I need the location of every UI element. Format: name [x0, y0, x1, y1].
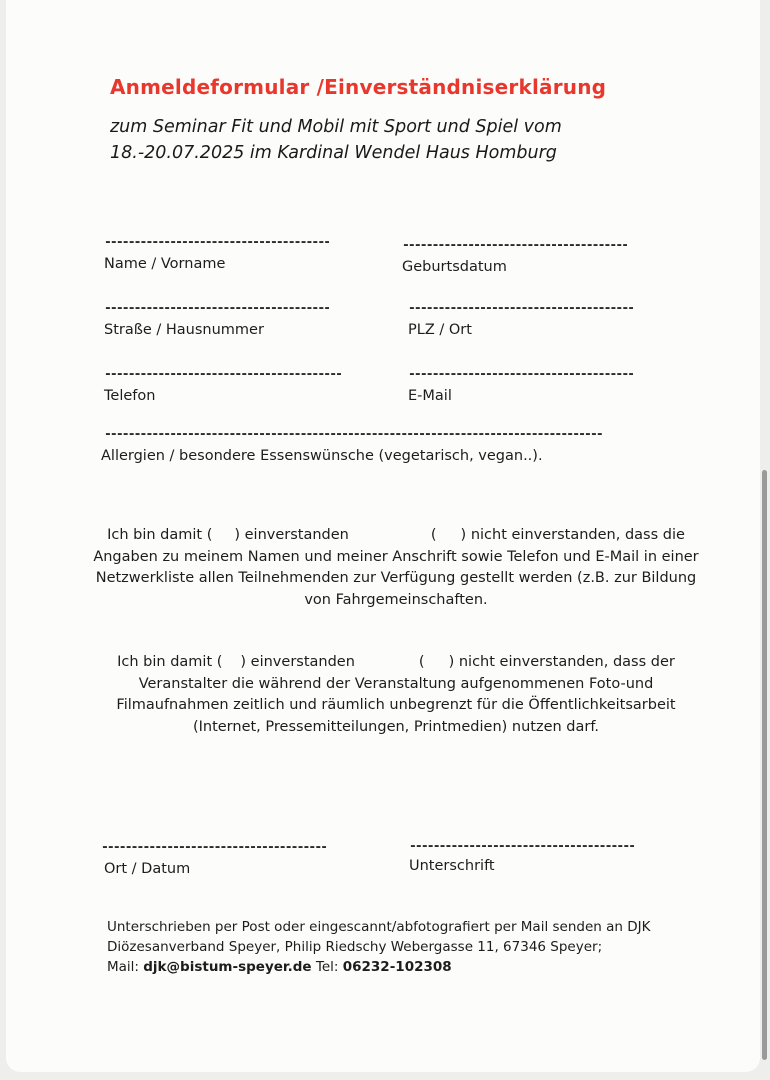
consent-2-agree-label: ) einverstanden	[240, 654, 355, 670]
footer-phone: 06232-102308	[342, 959, 452, 975]
vertical-scrollbar[interactable]	[762, 470, 767, 1060]
street-label: Straße / Hausnummer	[104, 322, 264, 338]
consent-2-body: Veranstalter die während der Veranstaltung aufgenommenen Foto-und Filmaufnahmen zeitlich und räumlich unbegrenzt für die Öffentlichkeitsarbeit (Internet, Pressemitteilungen, Printmedien) nutzen darf.	[116, 675, 676, 735]
birthdate-field[interactable]	[402, 241, 627, 275]
signature-line: --------------------------------------	[409, 842, 635, 852]
allergies-line: ------------------------------------------------------------------------------------	[104, 430, 602, 440]
consent-1-agree-label: ) einverstanden	[234, 527, 349, 543]
consent-2-disagree-text: (	[418, 654, 425, 670]
street-field[interactable]	[104, 304, 329, 338]
email-line: --------------------------------------	[408, 370, 634, 380]
allergies-field[interactable]	[101, 430, 602, 464]
subtitle-line-2: 18.-20.07.2025 im Kardinal Wendel Haus Homburg	[110, 143, 557, 163]
form-title: Anmeldeformular /Einverständniserklärung	[110, 75, 607, 99]
name-label: Name / Vorname	[104, 256, 226, 272]
footer-tel-label: Tel:	[311, 959, 343, 975]
place-date-label: Ort / Datum	[104, 861, 191, 877]
signature-field[interactable]	[409, 842, 634, 874]
consent-1-disagree-label: ) nicht einverstanden, dass	[460, 527, 659, 543]
email-field[interactable]	[408, 370, 633, 404]
document-page	[6, 0, 760, 1072]
footer-email-link[interactable]: djk@bistum-speyer.de	[143, 959, 312, 975]
birthdate-label: Geburtsdatum	[402, 259, 507, 275]
consent-media-usage	[88, 652, 704, 738]
consent-1-disagree-text: (	[430, 527, 437, 543]
zip-city-label: PLZ / Ort	[408, 322, 472, 338]
phone-label: Telefon	[104, 388, 156, 404]
form-subtitle	[110, 114, 562, 166]
consent-1-body: die Angaben zu meinem Namen und meiner Anschrift sowie Telefon und E-Mail in einer Netzwerkliste allen Teilnehmenden zur Verfügung gestellt werden (z.B. zur Bildung von Fahrgemeinschaften.	[93, 527, 699, 608]
consent-2-agree-text: Ich bin damit (	[117, 654, 223, 670]
footer-text: Unterschrieben per Post oder eingescannt/abfotografiert per Mail senden an DJK Diözesanverband Speyer, Philip Riedschy Webergasse 11, 67346 Speyer;	[107, 919, 651, 955]
name-field[interactable]	[104, 238, 329, 272]
subtitle-line-1: zum Seminar Fit und Mobil mit Sport und Spiel vom	[110, 117, 562, 137]
signature-label: Unterschrift	[409, 858, 495, 874]
footer-instructions	[107, 917, 707, 977]
zip-city-line: --------------------------------------	[408, 304, 634, 314]
street-line: --------------------------------------	[104, 304, 330, 314]
consent-2-disagree-label: ) nicht einverstanden, dass der	[448, 654, 675, 670]
birthdate-line: --------------------------------------	[402, 241, 628, 251]
place-date-line: --------------------------------------	[101, 843, 327, 853]
name-line: --------------------------------------	[104, 238, 330, 248]
phone-line: ----------------------------------------	[104, 370, 342, 380]
email-label: E-Mail	[408, 388, 452, 404]
consent-1-agree-text: Ich bin damit (	[107, 527, 213, 543]
allergies-label: Allergien / besondere Essenswünsche (vegetarisch, vegan..).	[101, 448, 543, 464]
consent-network-list	[88, 525, 704, 611]
place-date-field[interactable]	[101, 843, 326, 877]
phone-field[interactable]	[104, 370, 341, 404]
zip-city-field[interactable]	[408, 304, 633, 338]
footer-mail-label: Mail:	[107, 959, 144, 975]
